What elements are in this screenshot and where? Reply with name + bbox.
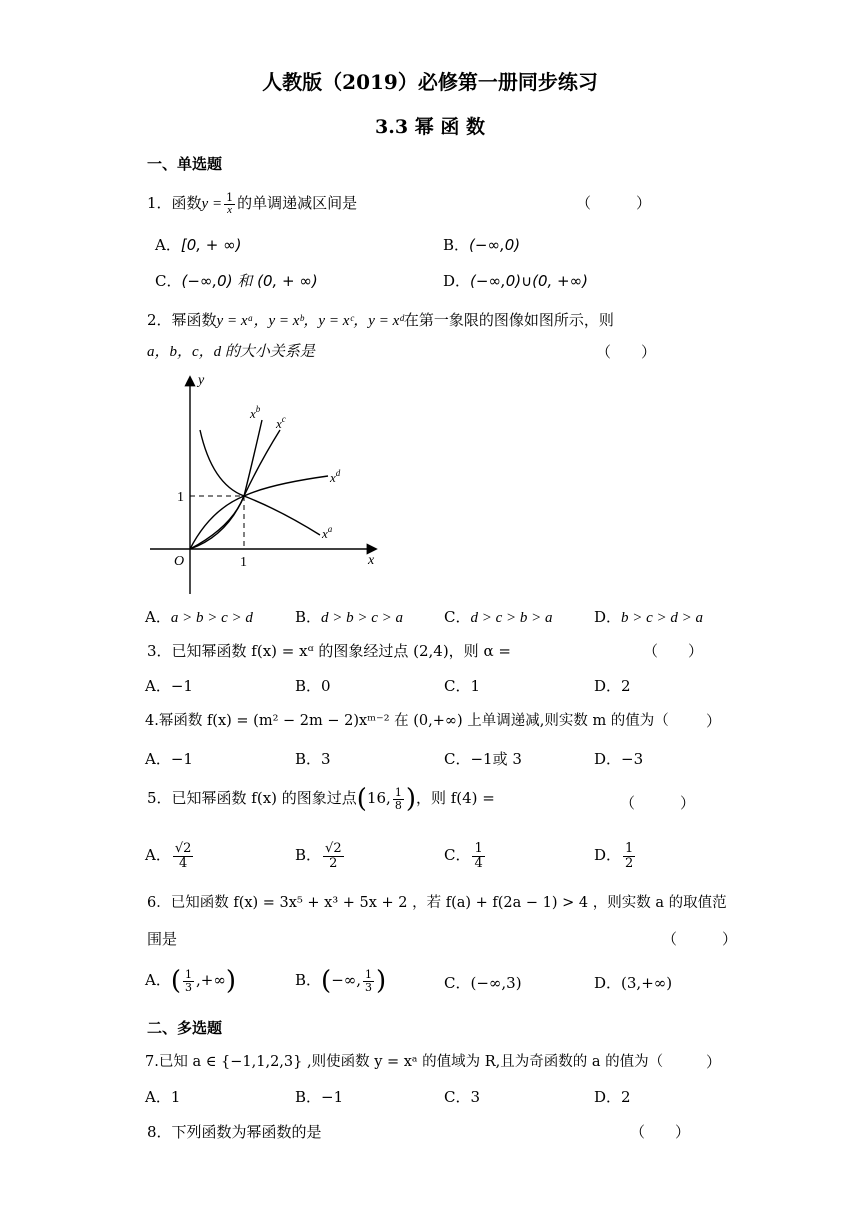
option-b: [295, 610, 403, 626]
question-2-stem: 在第一象限的图像如图所示，则: [403, 311, 614, 329]
option-c: [444, 610, 553, 626]
fraction-numerator: √2: [325, 841, 342, 856]
option-fraction: [623, 842, 635, 870]
curve-label-b: $x^b$: [250, 404, 261, 421]
option-label: D．: [594, 846, 622, 865]
curve-label-d: $x^d$: [330, 468, 341, 485]
option-c: [444, 752, 522, 767]
question-3: 3．已知幂函数 f(x) = xᵅ 的图象经过点 (2,4)，则 α =: [147, 642, 511, 660]
option-c: [444, 679, 480, 694]
answer-parenthesis: （ ）: [643, 642, 704, 660]
option-label: C．: [155, 272, 182, 290]
option-label: C．: [444, 974, 471, 992]
option-fraction: [173, 842, 194, 870]
option-text: −∞,: [331, 971, 362, 989]
option-label: B．: [443, 236, 470, 254]
open-paren-glyph: (: [170, 966, 181, 996]
x-axis-label: x: [368, 553, 375, 568]
answer-parenthesis-close: ）: [706, 1053, 722, 1071]
option-d: [594, 610, 703, 626]
option-label: D．: [594, 750, 622, 768]
answer-parenthesis: （ ）: [620, 794, 696, 812]
option-label: B．: [295, 846, 322, 865]
option-label: C．: [444, 846, 471, 865]
question-2-functions: y = xᵃ，y = xᵇ，y = xᶜ，y = xᵈ: [216, 313, 404, 329]
section-heading-multiple-choice: 二、多选题: [147, 1019, 223, 1037]
option-a: [145, 610, 253, 626]
answer-parenthesis: （ ）: [630, 1123, 691, 1141]
option-label: C．: [444, 1088, 471, 1106]
option-text: b > c > d > a: [621, 610, 704, 626]
option-text: d > c > b > a: [470, 610, 553, 626]
question-1-stem: 的单调递减区间是: [237, 194, 358, 213]
option-text: 2: [621, 677, 631, 695]
curve-label-c: $x^c$: [276, 414, 286, 431]
curve-label-a: $x^a$: [322, 524, 333, 541]
option-label: C．: [444, 677, 471, 695]
point-y-fraction: [393, 787, 404, 811]
option-text: [0, + ∞): [180, 236, 242, 254]
option-c: [155, 274, 318, 289]
option-label: A．: [145, 677, 171, 695]
option-label: B．: [295, 677, 322, 695]
option-text: a > b > c > d: [170, 610, 253, 626]
option-label: B．: [295, 750, 322, 768]
option-a: [145, 679, 193, 694]
option-d: [594, 976, 672, 991]
question-2-line-2: a，b，c，d 的大小关系是: [147, 344, 315, 360]
fraction-denominator: 4: [178, 855, 188, 871]
question-5-prefix: 5．已知幂函数 f(x) 的图象过点: [147, 789, 357, 807]
question-1-func-lhs: y =: [201, 196, 223, 213]
option-text: ,+∞: [196, 971, 226, 989]
fraction-numerator: 1: [625, 841, 634, 856]
option-label: D．: [594, 608, 622, 626]
option-text: 0: [321, 677, 331, 695]
option-label: B．: [295, 971, 322, 989]
option-text: 1: [170, 1088, 181, 1106]
option-text: 1: [470, 677, 481, 695]
option-label: D．: [443, 272, 471, 290]
option-b: [295, 1090, 343, 1105]
option-text: (−∞,0): [469, 236, 521, 254]
question-6-line-1: 6．已知函数 f(x) = 3x⁵ + x³ + 5x + 2 ，若 f(a) + f(2a − 1) > 4 ，则实数 a 的取值范: [147, 895, 727, 911]
option-label: A．: [155, 236, 181, 254]
option-label: D．: [594, 1088, 622, 1106]
option-text: −1: [321, 1088, 344, 1106]
document-title: 人教版（2019）必修第一册同步练习: [262, 70, 598, 94]
question-5: [147, 786, 495, 812]
fraction-denominator: 3: [365, 980, 373, 994]
option-fraction: [183, 969, 194, 993]
option-fraction: [323, 842, 344, 870]
option-label: A．: [145, 608, 171, 626]
option-d: [594, 842, 637, 870]
section-heading-single-choice: 一、单选题: [147, 155, 223, 173]
question-8: 8．下列函数为幂函数的是: [147, 1123, 322, 1141]
fraction-denominator: 2: [625, 855, 634, 871]
fraction-numerator: 1: [226, 191, 234, 204]
option-fraction: [363, 969, 374, 993]
option-label: B．: [295, 608, 322, 626]
option-label: A．: [145, 846, 171, 865]
question-1-func-fraction: [224, 192, 235, 216]
answer-parenthesis: （ ）: [596, 343, 657, 361]
question-7: 7.已知 a ∈ {−1,1,2,3} ,则使函数 y = xᵃ 的值域为 R,且为奇函数的 a 的值为（: [145, 1054, 664, 1070]
question-6-line-2: 围是: [147, 930, 178, 948]
option-text: (−∞,0)∪(0, +∞): [470, 272, 588, 290]
option-a: [145, 752, 193, 767]
option-c: [444, 976, 522, 991]
option-text: 3: [321, 750, 331, 768]
answer-parenthesis-close: ）: [706, 712, 722, 730]
option-c: [444, 842, 487, 870]
option-a: [145, 842, 195, 870]
option-text: 3: [470, 1088, 481, 1106]
option-label: A．: [145, 971, 171, 989]
fraction-numerator: 1: [365, 967, 373, 981]
option-a: [155, 238, 241, 253]
question-2-line-1: [147, 313, 614, 329]
option-label: A．: [145, 750, 171, 768]
close-paren-glyph: ): [225, 966, 236, 996]
option-text: d > b > c > a: [321, 610, 404, 626]
option-label: D．: [594, 974, 622, 992]
option-label: C．: [444, 608, 471, 626]
option-b: [295, 968, 386, 994]
option-b: [295, 679, 331, 694]
option-a: [145, 968, 236, 994]
fraction-denominator: 8: [394, 798, 402, 812]
option-label: B．: [295, 1088, 322, 1106]
option-d: [594, 679, 631, 694]
answer-parenthesis: （ ）: [576, 194, 652, 212]
question-5-stem: ，则 f(4) =: [415, 789, 495, 807]
option-text: (−∞,0) 和 (0, + ∞): [181, 272, 318, 290]
close-paren-glyph: ): [376, 966, 387, 996]
fraction-numerator: 1: [474, 841, 483, 856]
origin-label: O: [174, 554, 185, 569]
curve-x-a: [200, 430, 320, 535]
open-paren-glyph: (: [356, 784, 367, 814]
open-paren-glyph: (: [321, 966, 332, 996]
option-c: [444, 1090, 480, 1105]
close-paren-glyph: ): [405, 784, 416, 814]
option-text: −1或 3: [470, 750, 522, 768]
option-fraction: [472, 842, 484, 870]
option-text: 2: [621, 1088, 631, 1106]
option-a: [145, 1090, 180, 1105]
option-text: −1: [170, 677, 193, 695]
curve-x-c: [190, 430, 280, 549]
question-1: [147, 192, 357, 216]
power-function-graph: [150, 372, 390, 597]
fraction-denominator: 4: [474, 855, 483, 871]
option-d: [594, 752, 643, 767]
fraction-denominator: x: [227, 203, 233, 216]
x-tick-1: 1: [240, 555, 247, 570]
option-text: −1: [170, 750, 193, 768]
fraction-numerator: √2: [174, 841, 192, 856]
option-b: [295, 752, 331, 767]
fraction-numerator: 1: [394, 785, 402, 799]
option-d: [594, 1090, 631, 1105]
option-text: −3: [621, 750, 644, 768]
fraction-denominator: 3: [185, 980, 192, 994]
y-axis-label: y: [198, 373, 205, 388]
point-x: 16,: [366, 789, 391, 807]
answer-parenthesis: （ ）: [662, 930, 738, 948]
option-d: [443, 274, 588, 289]
option-label: A．: [145, 1088, 171, 1106]
option-text: (−∞,3): [470, 974, 522, 992]
y-tick-1: 1: [177, 490, 184, 505]
fraction-numerator: 1: [185, 967, 192, 981]
fraction-denominator: 2: [329, 855, 338, 871]
option-b: [443, 238, 520, 253]
option-b: [295, 842, 346, 870]
document-subtitle: 3.3 幂 函 数: [375, 116, 485, 138]
option-label: C．: [444, 750, 471, 768]
option-label: D．: [594, 677, 622, 695]
question-1-prefix: 1．函数: [147, 194, 202, 213]
question-4: 4.幂函数 f(x) = (m² − 2m − 2)xᵐ⁻² 在 (0,+∞) 上单调递减,则实数 m 的值为（: [145, 713, 669, 729]
question-2-prefix: 2．幂函数: [147, 311, 217, 329]
option-text: (3,+∞): [621, 974, 673, 992]
